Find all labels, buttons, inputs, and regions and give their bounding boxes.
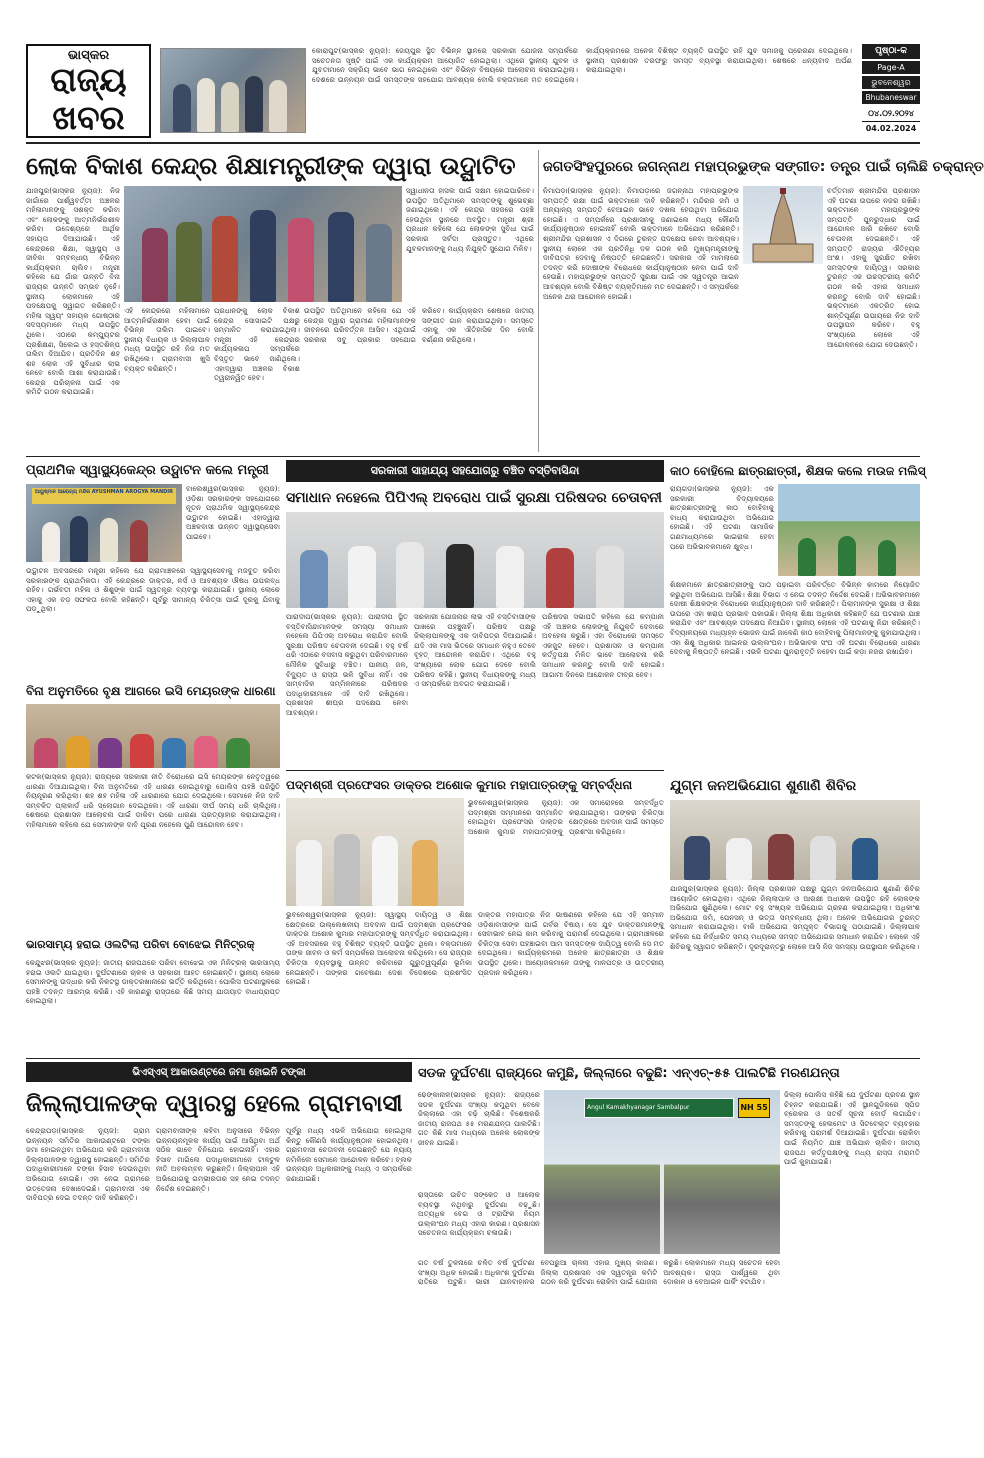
story10-col1: କେନ୍ଦ୍ରାପଡ଼ା(ଭାସ୍କର ନ୍ୟୁଜ): ଗ୍ରାମ ଉନ୍ନୟନ ସମିତିର ଆକାଉଣ୍ଟରେ ଟଙ୍କା ଜମା ହୋଇନଥିବା ଅଭିଯୋଗ କରି ଗ୍ରାମବାସୀ ଜିଲ୍ଲାପାଳଙ୍କ ଦ୍ୱାରସ୍ଥ ହୋଇଛନ୍ତି। ସମିତିର ପଦାଧିକାରୀମାନେ ଟଙ୍କା ହିସାବ ଦେଉନଥିବା ଅଭିଯୋଗ ହୋଇଛି। ଏହା ନେଇ ଗ୍ରାମରେ ଉତ୍ତେଜନା ଦେଖାଦେଇଛି। ଗ୍ରାମବାସୀ ଏକ ଦାବିପତ୍ର ଦେଇ ତଦନ୍ତ ଦାବି କରିଛନ୍ତି। xyxy=(26,1126,150,1203)
brand-name: ଭାସ୍କର xyxy=(67,48,110,63)
story6-col-full: କଟକ(ଭାସ୍କର ନ୍ୟୁଜ): ରାଜ୍ୟରେ ସରକାରୀ ନୀତି ବିରୋଧରେ ଇସି ମେୟରଙ୍କ ନେତୃତ୍ୱରେ ଧାରଣା ଦିଆଯାଇଥିଲା। ବିନା ଅନୁମତିରେ ଏହି ଧାରଣା ହୋଇଥିବାରୁ ପୋଲିସ ପହଞ୍ଚି ପରିସ୍ଥିତି ନିୟନ୍ତ୍ରଣ କରିଥିଲା। ଶହ ଶହ ମହିଳା ଏହି ଧାରଣାରେ ଯୋଗ ଦେଇଥିଲେ। ସେମାନେ ନିଜ ଦାବି ସମ୍ବଳିତ ପ୍ଲାକାର୍ଡ଼ ଧରି ସ୍ଲୋଗାନ ଦେଇଥିଲେ। ଏହି ଧାରଣା ଦୀର୍ଘ ସମୟ ଧରି ଚାଲିଥିଲା। ଶେଷରେ ପ୍ରଶାସନ ଆଲୋଚନା ପାଇଁ ଡାକିବା ପରେ ଧାରଣା ପ୍ରତ୍ୟାହାର କରାଯାଇଥିଲା। ମହିଳାମାନେ କହିଲେ ଯେ ସେମାନଙ୍କ ଦାବି ପୂରଣ ନହେଲେ ପୁଣି ଆନ୍ଦୋଳନ ହେବ। xyxy=(26,772,280,829)
story2-col1: ନିମାପଡ଼ା(ଭାସ୍କର ନ୍ୟୁଜ): ନିମାପଡ଼ାରେ ଜଗନ୍ନାଥ ମହାପ୍ରଭୁଙ୍କ ସମ୍ପତ୍ତି ରକ୍ଷା ପାଇଁ ଭକ୍ତମାନେ ଦାବି କରିଛନ୍ତି। ମନ୍ଦିରର ଜମି ଓ ଅନ୍ୟାନ୍ୟ ସମ୍ପତ୍ତି ବେଆଇନ ଭାବେ ଦଖଲ ହେଉଥିବା ଅଭିଯୋଗ ହୋଇଛି। ଏ ସମ୍ପର୍କରେ ପ୍ରଶାସନକୁ ଜଣାଇଲେ ମଧ୍ୟ କୌଣସି କାର୍ଯ୍ୟାନୁଷ୍ଠାନ ହୋଇନାହିଁ ବୋଲି ଭକ୍ତମାନେ ଅଭିଯୋଗ କରିଛନ୍ତି। ଶ୍ରୀମନ୍ଦିର ପ୍ରଶାସନ ଏ ଦିଗରେ ତୁରନ୍ତ ପଦକ୍ଷେପ ନେବା ଆବଶ୍ୟକ। ସ୍ଥାନୀୟ ଲୋକେ ଏକ ପ୍ରତିନିଧି ଦଳ ଗଠନ କରି ମୁଖ୍ୟମନ୍ତ୍ରୀଙ୍କୁ ଦାବିପତ୍ର ଦେବାକୁ ନିଷ୍ପତ୍ତି ନେଇଛନ୍ତି। ସରକାର ଏହି ମାମଲାରେ ତଦନ୍ତ କରି ଦୋଷୀଙ୍କ ବିରୋଧରେ କାର୍ଯ୍ୟାନୁଷ୍ଠାନ ନେବା ପାଇଁ ଦାବି ହେଉଛି। ମହାପ୍ରଭୁଙ୍କ ସମ୍ପତ୍ତି ସୁରକ୍ଷା ପାଇଁ ଏକ ସ୍ୱତନ୍ତ୍ର ଆଇନ ଆବଶ୍ୟକ ବୋଲି ବିଶିଷ୍ଟ ବ୍ୟକ୍ତିମାନେ ମତ ଦେଇଛନ୍ତି। ଏ ସମ୍ପର୍କରେ ଅନେକ ଥର ଆନ୍ଦୋଳନ ହୋଇଛି। xyxy=(543,186,739,301)
story1-photo xyxy=(124,186,402,302)
story4-headline: ସମାଧାନ ନହେଲେ ପିପିଏଲ୍ ଅବରୋଧ ପାଇଁ ସୁରକ୍ଷା ପରିଷଦର ଚେତାବନୀ xyxy=(286,490,662,506)
story4-col2: ସରକାରୀ ଯୋଜନାର ଲାଭ ଏହି ବସ୍ତିବାସୀଙ୍କ ପାଖରେ ପହଞ୍ଚୁନାହିଁ। ପରିଷଦ ପକ୍ଷରୁ ଜିଲ୍ଲାପାଳଙ୍କୁ ଏକ ଦାବିପତ୍ର ଦିଆଯାଇଛି। ଯଦି ଏକ ମାସ ଭିତରେ ସମାଧାନ ନହୁଏ ତେବେ ବୃହତ୍ ଆନ୍ଦୋଳନ କରାଯିବ। ଏଥିରେ ବହୁ ସଂଖ୍ୟାରେ ଲୋକ ଯୋଗ ଦେବେ ବୋଲି ପରିଷଦ କହିଛି। ସ୍ଥାନୀୟ ବିଧାୟକଙ୍କୁ ମଧ୍ୟ ଏ ସମ୍ପର୍କରେ ଅବଗତ କରାଯାଇଛି। xyxy=(414,612,536,689)
story3-headline: ପ୍ରାଥମିକ ସ୍ୱାସ୍ଥ୍ୟକେନ୍ଦ୍ର ଉଦ୍ଘାଟନ କଲେ ମନ୍ତ୍ରୀ xyxy=(26,463,269,478)
story8-col2: ଡାକ୍ତର ମହାପାତ୍ର ନିଜ ଭାଷଣରେ କହିଲେ ଯେ ଏହି ସମ୍ମାନ ଓଡ଼ିଶାବାସୀଙ୍କ ପାଇଁ ଗର୍ବର ବିଷୟ। ସେ ଯୁବ ଡାକ୍ତରମାନଙ୍କୁ ସେବାଭାବ ନେଇ କାମ କରିବାକୁ ପରାମର୍ଶ ଦେଇଥିଲେ। ଗ୍ରାମାଞ୍ଚଳରେ ଚିକିତ୍ସା ସେବା ପହଞ୍ଚାଇବା ଆମ ସମସ୍ତଙ୍କ ଦାୟିତ୍ୱ ବୋଲି ସେ ମତ ଦେଇଥିଲେ। କାର୍ଯ୍ୟକ୍ରମରେ ଅନେକ ଛାତ୍ରଛାତ୍ରୀ ଓ ଶିକ୍ଷକ ଉପସ୍ଥିତ ଥିଲେ। ଆୟୋଜକମାନେ ତାଙ୍କୁ ମାନପତ୍ର ଓ ଉତ୍ତରୀୟ ପ୍ରଦାନ କରିଥିଲେ। xyxy=(478,910,664,977)
date-english: 04.02.2024 xyxy=(862,121,920,135)
section-rule-3 xyxy=(26,1058,920,1059)
top-photo xyxy=(160,48,306,133)
road-divider xyxy=(660,1162,664,1254)
city-odia: ଭୁବନେଶ୍ୱର xyxy=(862,76,920,89)
route-shield: NH 55 xyxy=(738,1098,770,1118)
story7-col-full: କେନ୍ଦୁଝର(ଭାସ୍କର ନ୍ୟୁଜ): ଜାତୀୟ ରାଜପଥରେ ପରିବା ବୋଝେଇ ଏକ ମିନିଟ୍ରକ୍ ଭାରସାମ୍ୟ ହରାଇ ଓଲଟି ଯାଇଥିଲା। ଦୁର୍ଘଟଣାରେ ଚାଳକ ଓ ସହକାରୀ ଆହତ ହୋଇଛନ୍ତି। ସ୍ଥାନୀୟ ଲୋକେ ସେମାନଙ୍କୁ ଉଦ୍ଧାର କରି ନିକଟସ୍ଥ ଡାକ୍ତରଖାନାରେ ଭର୍ତ୍ତି କରିଥିଲେ। ପୋଲିସ ଘଟଣାସ୍ଥଳରେ ପହଞ୍ଚି ତଦନ୍ତ ଆରମ୍ଭ କରିଛି। ଏହି କାରଣରୁ ରାସ୍ତାରେ କିଛି ସମୟ ଯାତାୟାତ ବାଧାପ୍ରାପ୍ତ ହୋଇଥିଲା। xyxy=(26,958,280,1006)
story10-headline: ଜିଲ୍ଲାପାଳଙ୍କ ଦ୍ୱାରସ୍ଥ ହେଲେ ଗ୍ରାମବାସୀ xyxy=(26,1091,403,1117)
story3-photo xyxy=(26,484,182,562)
story3-col-right: ବାଲେଶ୍ୱର(ଭାସ୍କର ନ୍ୟୁଜ): ଓଡ଼ିଶା ସରକାରଙ୍କ ସହଯୋଗରେ ନୂତନ ପ୍ରାଥମିକ ସ୍ୱାସ୍ଥ୍ୟକେନ୍ଦ୍ର ଉଦ୍ଘାଟନ ହୋଇଛି। ଏହାଦ୍ୱାରା ଅଞ୍ଚଳବାସୀ ଉନ୍ନତ ସ୍ୱାସ୍ଥ୍ୟସେବା ପାଇବେ। xyxy=(186,484,280,541)
story11-col3: ଜିଲ୍ଲା ପୋଲିସ କହିଛି ଯେ ଦୁର୍ଘଟଣା ପ୍ରବଣ ସ୍ଥାନ ଚିହ୍ନଟ କରାଯାଇଛି। ଏହି ସ୍ଥାନଗୁଡ଼ିକରେ ସ୍ପିଡ ବ୍ରେକର ଓ ସତର୍କ ସୂଚନା ବୋର୍ଡ଼ ଲଗାଯିବ। ସମସ୍ତଙ୍କୁ ହେଲମେଟ ଓ ସିଟବେଲ୍ଟ ବ୍ୟବହାର କରିବାକୁ ପରାମର୍ଶ ଦିଆଯାଇଛି। ଦୁର୍ଘଟଣା ରୋକିବା ପାଇଁ ନିୟମିତ ଯାଞ୍ଚ ଅଭିଯାନ ଚାଲିବ। ଜାତୀୟ ରାଜପଥ କର୍ତ୍ତୃପକ୍ଷଙ୍କୁ ମଧ୍ୟ ରାସ୍ତା ମରାମତି ପାଇଁ କୁହାଯାଇଛି। xyxy=(784,1090,920,1167)
section-rule xyxy=(26,456,920,457)
temple-icon xyxy=(743,186,823,264)
story1-col5: ଉପସ୍ଥିତ ଅତିଥିମାନେ କହିଲେ ଯେ ଏହି କେନ୍ଦ୍ର ଦ୍ୱାରା ଗ୍ରାମୀଣ ମହିଳାମାନଙ୍କ ଜୀବନରେ ପରିବର୍ତ୍ତନ ଆସିବ। ଏଥିପାଇଁ ସରକାର ସବୁ ପ୍ରକାର ସହଯୋଗ କରିବେ। କାର୍ଯ୍ୟକ୍ରମ ଶେଷରେ ଜାତୀୟ ସଙ୍ଗୀତ ଗାନ କରାଯାଇଥିଲା। ସମସ୍ତେ ଏହାକୁ ଏକ ଐତିହାସିକ ଦିନ ବୋଲି ବର୍ଣ୍ଣନା କରିଥିଲେ। xyxy=(304,306,534,344)
story11-headline: ସଡକ ଦୁର୍ଘଟଣା ରାଜ୍ୟରେ କମୁଛି, ଜିଲ୍ଲାରେ ବଢୁଛି: ଏନ୍‌ଏଚ୍-୫୫ ପାଲଟିଛି ମରଣଯନ୍ତା xyxy=(418,1066,840,1081)
story11-col-bottom: ଗତ ବର୍ଷ ତୁଳନାରେ ଚଳିତ ବର୍ଷ ଦୁର୍ଘଟଣା ସଂଖ୍ୟା ଅଧିକ ହୋଇଛି। ଅଧିକାଂଶ ଦୁର୍ଘଟଣା ରାତିରେ ଘଟୁଛି। ଭାରୀ ଯାନବାହାନର ବେପରୁଆ ଚାଳନା ଏହାର ମୁଖ୍ୟ କାରଣ। ଜିଲ୍ଲା ପ୍ରଶାସନ ଏକ ସ୍ୱତନ୍ତ୍ର କମିଟି ଗଠନ କରି ଦୁର୍ଘଟଣା ରୋକିବା ପାଇଁ ଯୋଜନା କରୁଛି। ଲୋକମାନେ ମଧ୍ୟ ସଚେତନ ହେବା ଆବଶ୍ୟକ। ରାସ୍ତା ପାର୍ଶ୍ୱରେ ଥିବା ଦୋକାନ ଓ ବେଆଇନ ପାର୍କିଂ ହଟାଯିବ। xyxy=(418,1258,780,1287)
story11-photo xyxy=(544,1090,780,1254)
story7-headline: ଭାରସାମ୍ୟ ହରାଇ ଓଲଟିଲା ପରିବା ବୋଝେଇ ମିନିଟ୍ରକ୍ xyxy=(26,938,255,951)
story4-col3: ପରିଷଦର ସଭାପତି କହିଲେ ଯେ କମ୍ପାନୀ ଏହି ଅଞ୍ଚଳର ଲୋକଙ୍କୁ ନିଯୁକ୍ତି ଦେବାରେ ଅବହେଳା କରୁଛି। ଏହା ବିରୋଧରେ ସମସ୍ତେ ଏକଜୁଟ ହେବେ। ପ୍ରଶାସନ ଓ କମ୍ପାନୀ କର୍ତ୍ତୃପକ୍ଷ ମିଳିତ ଭାବେ ଆଲୋଚନା କରି ସମାଧାନ କରନ୍ତୁ ବୋଲି ଦାବି ହୋଇଛି। ଆଗାମୀ ଦିନରେ ଆନ୍ଦୋଳନ ତୀବ୍ର ହେବ। xyxy=(542,612,664,679)
story5-headline: କାଠ ବୋହିଲେ ଛାତ୍ରଛାତ୍ରୀ, ଶିକ୍ଷକ କଲେ ମଉଜ ମଲିସ୍ xyxy=(670,464,926,478)
top-strip-text: କୋରାପୁଟ(ଭାସ୍କର ନ୍ୟୁଜ): ଜେୟପୁର ସ୍ଥିତ ବିଭିନ୍ନ ସ୍ଥାନରେ ସରକାରୀ ଯୋଜନା ସମ୍ପର୍କରେ ସଚେତନତା ସୃଷ୍ଟି ପାଇଁ ଏକ କାର୍ଯ୍ୟକ୍ରମ ଆୟୋଜିତ ହୋଇଥିଲା। ଏଥିରେ ସ୍ଥାନୀୟ ଯୁବକ ଓ ଯୁବତୀମାନେ ସକ୍ରିୟ ଭାବେ ଭାଗ ନେଇଥିଲେ ଏବଂ ବିଭିନ୍ନ ବିଷୟରେ ଆଲୋଚନା କରାଯାଇଥିଲା। ଦେଶରେ ଉନ୍ନୟନ ପାଇଁ ସମସ୍ତଙ୍କ ସହଯୋଗ ଆବଶ୍ୟକ ବୋଲି ବକ୍ତାମାନେ ମତ ଦେଇଥିଲେ। କାର୍ଯ୍ୟକ୍ରମରେ ଅନେକ ବିଶିଷ୍ଟ ବ୍ୟକ୍ତି ଉପସ୍ଥିତ ରହି ଯୁବ ସମାଜକୁ ପ୍ରେରଣା ଦେଇଥିଲେ। ସ୍ଥାନୀୟ ପ୍ରଶାସନ ତରଫରୁ ସମସ୍ତ ବ୍ୟବସ୍ଥା କରାଯାଇଥିଲା। ଶେଷରେ ଧନ୍ୟବାଦ ଅର୍ପଣ କରାଯାଇଥିଲା। xyxy=(312,46,852,84)
story6-photo xyxy=(26,704,280,768)
story2-temple-photo xyxy=(743,186,823,264)
section-rule-2 xyxy=(286,770,664,771)
story5-col-full: ଶିକ୍ଷକମାନେ ଛାତ୍ରଛାତ୍ରୀଙ୍କୁ ପାଠ ପଢ଼ାଇବା ପରିବର୍ତ୍ତେ ବିଭିନ୍ନ କାମରେ ନିୟୋଜିତ କରୁଥିବା ଅଭିଯୋଗ ଆସିଛି। ଶିକ୍ଷା ବିଭାଗ ଏ ନେଇ ତଦନ୍ତ ନିର୍ଦ୍ଦେଶ ଦେଇଛି। ଅଭିଭାବକମାନେ ଦୋଷୀ ଶିକ୍ଷକଙ୍କ ବିରୋଧରେ କାର୍ଯ୍ୟାନୁଷ୍ଠାନ ଦାବି କରିଛନ୍ତି। ପିଲାମାନଙ୍କ ସୁରକ୍ଷା ଓ ଶିକ୍ଷା ଉପରେ ଏହା ଖରାପ ପ୍ରଭାବ ପକାଉଛି। ଜିଲ୍ଲା ଶିକ୍ଷା ଅଧିକାରୀ କହିଛନ୍ତି ଯେ ଘଟଣାର ଯାଞ୍ଚ କରାଯିବ ଏବଂ ଆବଶ୍ୟକ ପଦକ୍ଷେପ ନିଆଯିବ। ସ୍ଥାନୀୟ ଲୋକେ ଏହି ଘଟଣାକୁ ନିନ୍ଦା କରିଛନ୍ତି। ବିଦ୍ୟାଳୟରେ ମଧ୍ୟାହ୍ନ ଭୋଜନ ପାଇଁ ଜାଳେଣି କାଠ ବୋହିବାକୁ ପିଲାମାନଙ୍କୁ କୁହାଯାଉଥିଲା। ଏହା ଶିଶୁ ଅଧିକାର ଆଇନର ଉଲ୍ଲଂଘନ। ଅଭିଭାବକ ସଂଘ ଏହି ଘଟଣା ବିରୋଧରେ ଧାରଣା ଦେବାକୁ ନିଷ୍ପତ୍ତି ନେଇଛି। ଏଭଳି ଘଟଣା ପୁନରାବୃତ୍ତି ନହେବା ପାଇଁ କଡ଼ା ନଜର ରଖାଯିବ। xyxy=(670,580,920,657)
page-label-english: Page-A xyxy=(862,61,920,74)
page-label-odia: ପୃଷ୍ଠା-କ xyxy=(862,44,920,59)
story1-col4: ପ୍ରଧାନଙ୍କୁ ଲୋକ ବିକାଶ କେନ୍ଦ୍ର ସୋସାଇଟି ପକ୍ଷରୁ ସମ୍ମାନିତ କରାଯାଇଥିଲା। ମନ୍ତ୍ରୀ ଏହି କେନ୍ଦ୍ରର କାର୍ଯ୍ୟକଳାପ ସମ୍ପର୍କରେ ବିସ୍ତୃତ ଭାବେ ଜାଣିଥିଲେ। ଏହାଦ୍ୱାରା ଅଞ୍ଚଳର ବିକାଶ ତ୍ୱରାନ୍ୱିତ ହେବ। xyxy=(214,306,300,383)
story9-photo xyxy=(670,800,920,880)
story8-col1: ଭୁବନେଶ୍ୱର(ଭାସ୍କର ନ୍ୟୁଜ): ସ୍ୱାସ୍ଥ୍ୟ ଦାୟିତ୍ୱ ଓ ଶିକ୍ଷା କ୍ଷେତ୍ରରେ ଉଲ୍ଲେଖନୀୟ ଅବଦାନ ପାଇଁ ପଦ୍ମଶ୍ରୀ ପ୍ରଫେସର ଡାକ୍ତର ଅଶୋକ କୁମାର ମହାପାତ୍ରଙ୍କୁ ସମ୍ବର୍ଦ୍ଧିତ କରାଯାଇଥିଲା। ଏହି ଅବସରରେ ବହୁ ବିଶିଷ୍ଟ ବ୍ୟକ୍ତି ଉପସ୍ଥିତ ଥିଲେ। ବକ୍ତାମାନେ ତାଙ୍କ ଜୀବନ ଓ କର୍ମ ସମ୍ପର୍କରେ ଆଲୋଚନା କରିଥିଲେ। ସେ ରାଜ୍ୟର ଚିକିତ୍ସା ବ୍ୟବସ୍ଥାକୁ ଉନ୍ନତ କରିବାରେ ଗୁରୁତ୍ୱପୂର୍ଣ୍ଣ ଭୂମିକା ନେଇଛନ୍ତି। ତାଙ୍କର ଗବେଷଣା ଦେଶ ବିଦେଶରେ ପ୍ରଶଂସିତ ହୋଇଛି। xyxy=(286,910,472,987)
story10-col2: ଗ୍ରାମବାସୀଙ୍କ କହିବା ଅନୁସାରେ ବିଭିନ୍ନ ଉନ୍ନୟନମୂଳକ କାର୍ଯ୍ୟ ପାଇଁ ଆସିଥିବା ଅର୍ଥ ସଠିକ ଭାବେ ବିନିଯୋଗ ହୋଇନାହିଁ। ଏହାର ହିସାବ ମାଗିଲେ ପଦାଧିକାରୀମାନେ ଟାଳଟୁଳ ନୀତି ଅବଲମ୍ବନ କରୁଛନ୍ତି। ଜିଲ୍ଲାପାଳ ଏହି ଅଭିଯୋଗକୁ ଗମ୍ଭୀରତାର ସହ ନେଇ ତଦନ୍ତ ନିର୍ଦ୍ଦେଶ ଦେଇଛନ୍ତି। xyxy=(156,1126,280,1193)
story8-col-right: ଭୁବନେଶ୍ୱର(ଭାସ୍କର ନ୍ୟୁଜ): ପଦ୍ମଶ୍ରୀ ସମ୍ମାନରେ ସମ୍ମାନିତ ହୋଇଥିବା ପ୍ରଫେସର ଡାକ୍ତର ଅଶୋକ କୁମାର ମହାପାତ୍ରଙ୍କୁ ଏକ ସମାରୋହରେ ସମ୍ବର୍ଦ୍ଧିତ କରାଯାଇଥିଲା। ତାଙ୍କର ଚିକିତ୍ସା କ୍ଷେତ୍ରରେ ଅବଦାନ ପାଇଁ ସମସ୍ତେ ପ୍ରଶଂସା କରିଥିଲେ। xyxy=(468,798,664,836)
banner-2: ଭିଏସ୍‌ଏସ୍ ଆକାଉଣ୍ଟରେ ଜମା ହୋଇନି ଟଙ୍କା xyxy=(26,1062,412,1082)
story8-photo xyxy=(286,798,464,906)
story1-col2: ସ୍ୱାଧୀନତା ହାସଲ ପାଇଁ ସକ୍ଷମ ହୋଇପାରିବେ। ଉପସ୍ଥିତ ଅତିଥିମାନେ ସମସ୍ତଙ୍କୁ ଶୁଭେଚ୍ଛା ଜଣାଇଥିଲେ। ଏହି କେନ୍ଦ୍ର ସହଜରେ ପହଞ୍ଚି ହେଉଥିବା ସ୍ଥାନରେ ଅବସ୍ଥିତ। ମନ୍ତ୍ରୀ ଶ୍ରୀ ପ୍ରଧାନ କହିଲେ ଯେ ଲୋକଙ୍କ ସୁବିଧା ପାଇଁ ସରକାର ସର୍ବଦା ପ୍ରସ୍ତୁତ। ଏଥିରେ ଯୁବକମାନଙ୍କୁ ମଧ୍ୟ ନିଯୁକ୍ତି ସୁଯୋଗ ମିଳିବ। xyxy=(406,186,534,253)
highway-sign xyxy=(584,1098,734,1118)
story11-col2: ରାସ୍ତାରେ ଉଚିତ ସଙ୍କେତ ଓ ଆଲୋକ ବ୍ୟବସ୍ଥା ନଥିବାରୁ ଦୁର୍ଘଟଣା ବଢ଼ୁଛି। ଅତ୍ୟଧିକ ବେଗ ଓ ଟ୍ରାଫିକ ନିୟମ ଉଲ୍ଲଂଘନ ମଧ୍ୟ ଏହାର କାରଣ। ପ୍ରଶାସନ ସଚେତନତା କାର୍ଯ୍ୟକ୍ରମ ଚଳାଉଛି। xyxy=(418,1190,540,1238)
date-odia: ୦୪.୦୨.୨୦୨୪ xyxy=(868,109,914,118)
story6-headline: ବିନା ଅନୁମତିରେ ବୃକ୍ଷ ଆଗରେ ଇସି ମେୟରଙ୍କ ଧାରଣା xyxy=(26,684,276,698)
masthead-title-line2: ଖବର xyxy=(52,98,125,137)
story8-headline: ପଦ୍ମଶ୍ରୀ ପ୍ରଫେସର ଡାକ୍ତର ଅଶୋକ କୁମାର ମହାପାତ୍ରଙ୍କୁ ସମ୍ବର୍ଦ୍ଧନା xyxy=(286,778,633,792)
highway-sign-text: Angul Kamakhyanagar Sambalpur xyxy=(587,1104,690,1111)
column-divider xyxy=(538,150,539,452)
story3-col-full: ଉଦ୍ଘାଟନ ଅବସରରେ ମନ୍ତ୍ରୀ କହିଲେ ଯେ ଗ୍ରାମାଞ୍ଚଳରେ ସ୍ୱାସ୍ଥ୍ୟସେବାକୁ ମଜବୁତ କରିବା ସରକାରଙ୍କ ପ୍ରାଥମିକତା। ଏହି କେନ୍ଦ୍ରରେ ଡାକ୍ତର, ନର୍ସ ଓ ଆବଶ୍ୟକ ଔଷଧ ଉପଲବ୍ଧ ରହିବ। ଗର୍ଭବତୀ ମହିଳା ଓ ଶିଶୁଙ୍କ ପାଇଁ ସ୍ୱତନ୍ତ୍ର ବ୍ୟବସ୍ଥା କରାଯାଇଛି। ସ୍ଥାନୀୟ ଲୋକେ ଏହାକୁ ଏକ ବଡ଼ ସଫଳତା ବୋଲି କହିଛନ୍ତି। ପୂର୍ବରୁ ସାମାନ୍ୟ ଚିକିତ୍ସା ପାଇଁ ଦୂରକୁ ଯିବାକୁ ପଡ଼ୁଥିଲା। xyxy=(26,566,280,614)
story9-col-full: ଯାଜପୁର(ଭାସ୍କର ନ୍ୟୁଜ): ଜିଲ୍ଲା ପ୍ରଶାସନ ପକ୍ଷରୁ ଯୁଗ୍ମ ଜନଅଭିଯୋଗ ଶୁଣାଣି ଶିବିର ଆୟୋଜିତ ହୋଇଥିଲା। ଏଥିରେ ଜିଲ୍ଲାପାଳ ଓ ଆରକ୍ଷୀ ଅଧୀକ୍ଷକ ଉପସ୍ଥିତ ରହି ଲୋକଙ୍କ ଅଭିଯୋଗ ଶୁଣିଥିଲେ। ମୋଟ ବହୁ ସଂଖ୍ୟକ ଅଭିଯୋଗ ଗ୍ରହଣ କରାଯାଇଥିଲା। ଅଧିକାଂଶ ଅଭିଯୋଗ ଜମି, ପେନସନ୍ ଓ ଭତ୍ତା ସମ୍ବନ୍ଧୀୟ ଥିଲା। ଅନେକ ଅଭିଯୋଗର ତୁରନ୍ତ ସମାଧାନ କରାଯାଇଥିଲା। ବାକି ଅଭିଯୋଗ ସମ୍ପୃକ୍ତ ବିଭାଗକୁ ପଠାଯାଇଛି। ଜିଲ୍ଲାପାଳ କହିଲେ ଯେ ନିର୍ଦ୍ଧାରିତ ସମୟ ମଧ୍ୟରେ ସମସ୍ତ ଅଭିଯୋଗର ସମାଧାନ କରାଯିବ। ଲୋକେ ଏହି ଶିବିରକୁ ସ୍ୱାଗତ କରିଛନ୍ତି। ଦୂରଦୂରାନ୍ତରୁ ଲୋକେ ଆସି ନିଜ ସମସ୍ୟା ଉପସ୍ଥାପନ କରିଥିଲେ। xyxy=(670,884,920,951)
story2-col2: ବର୍ତ୍ତମାନ ଶ୍ରୀମନ୍ଦିର ପ୍ରଶାସନ ଏହି ଘଟଣା ଉପରେ ନଜର ରଖିଛି। ଭକ୍ତମାନେ ମହାପ୍ରଭୁଙ୍କ ସମ୍ପତ୍ତି ପୁନରୁଦ୍ଧାର ପାଇଁ ଆନ୍ଦୋଳନ ଜାରି ରଖିବେ ବୋଲି ଚେତାବନୀ ଦେଇଛନ୍ତି। ଏହି ସମ୍ପତ୍ତି ରାଜ୍ୟର ଐତିହ୍ୟର ଅଂଶ। ଏହାକୁ ସୁରକ୍ଷିତ ରଖିବା ସମସ୍ତଙ୍କ ଦାୟିତ୍ୱ। ସରକାର ତୁରନ୍ତ ଏକ ଉଚ୍ଚସ୍ତରୀୟ କମିଟି ଗଠନ କରି ଏହାର ସମାଧାନ କରନ୍ତୁ ବୋଲି ଦାବି ହୋଇଛି। ଭକ୍ତମାନେ ଏକତ୍ରିତ ହୋଇ ଶାନ୍ତିପୂର୍ଣ୍ଣ ଉପାୟରେ ନିଜ ଦାବି ଉପସ୍ଥାପନ କରିବେ। ବହୁ ସଂଖ୍ୟାରେ ଲୋକେ ଏହି ଆନ୍ଦୋଳନରେ ଯୋଗ ଦେଉଛନ୍ତି। xyxy=(827,186,920,349)
story1-col1: ଯାଜପୁର(ଭାସ୍କର ନ୍ୟୁଜ): ନିଜ ଜାଗାଁରେ ପାର୍ଶ୍ୱବର୍ତ୍ତୀ ଅଞ୍ଚଳର ମହିଳାମାନଙ୍କୁ ସଶକ୍ତ କରିବା ଏବଂ ଲୋକଙ୍କୁ ଆତ୍ମନିର୍ଭରଶୀଳ କରିବା ଉଦ୍ଦେଶ୍ୟରେ ଆର୍ଥିକ ସହାୟତା ଦିଆଯାଉଛି। ଏହି କେନ୍ଦ୍ରରେ ଶିକ୍ଷା, ସ୍ୱାସ୍ଥ୍ୟ ଓ ଜୀବିକା ସମ୍ବନ୍ଧୀୟ ବିଭିନ୍ନ କାର୍ଯ୍ୟକ୍ରମ ଚାଲିବ। ମନ୍ତ୍ରୀ କହିଲେ ଯେ ଗାଁର ଉନ୍ନତି ବିନା ରାଜ୍ୟର ଉନ୍ନତି ସମ୍ଭବ ନୁହେଁ। ସ୍ଥାନୀୟ ଲୋକମାନେ ଏହି ପଦକ୍ଷେପକୁ ସ୍ୱାଗତ କରିଛନ୍ତି। ମହିଳା ସ୍ୱୟଂ ସହାୟକ ଗୋଷ୍ଠୀର ସଦସ୍ୟମାନେ ମଧ୍ୟ ଉପସ୍ଥିତ ଥିଲେ। ଏଠାରେ କମ୍ପ୍ୟୁଟର ପ୍ରଶିକ୍ଷଣ, ସିଲେଇ ଓ ହସ୍ତଶିଳ୍ପ ତାଲିମ ଦିଆଯିବ। ପ୍ରତିଦିନ ଶହ ଶହ ଲୋକ ଏହି ସୁବିଧାର ଲାଭ ନେବେ ବୋଲି ଆଶା କରାଯାଉଛି। କେନ୍ଦ୍ର ପରିଚାଳନା ପାଇଁ ଏକ କମିଟି ଗଠନ କରାଯାଇଛି। xyxy=(26,186,120,397)
story1-headline: ଲୋକ ବିକାଶ କେନ୍ଦ୍ର ଶିକ୍ଷାମନ୍ତ୍ରୀଙ୍କ ଦ୍ୱାରା ଉଦ୍ଘାଟିତ xyxy=(26,152,516,180)
story4-photo xyxy=(286,512,664,608)
story10-col3: ପୂର୍ବରୁ ମଧ୍ୟ ଏଭଳି ଅଭିଯୋଗ ହୋଇଥିଲା କିନ୍ତୁ କୌଣସି କାର୍ଯ୍ୟାନୁଷ୍ଠାନ ହୋଇନଥିଲା। ଗ୍ରାମବାସୀ ଚେତାବନୀ ଦେଇଛନ୍ତି ଯେ ନ୍ୟାୟ ନମିଳିଲେ ସେମାନେ ଆନ୍ଦୋଳନ କରିବେ। ବ୍ଲକ ଉନ୍ନୟନ ଅଧିକାରୀଙ୍କୁ ମଧ୍ୟ ଏ ସମ୍ପର୍କରେ ଜଣାଯାଇଛି। xyxy=(286,1126,412,1183)
health-centre-sign: ଆୟୁଷ୍ମାନ ଆରୋଗ୍ୟ ମନ୍ଦିର AYUSHMAN AROGYA MANDIR xyxy=(32,488,176,504)
masthead-title-line1: ରାଜ୍ୟ xyxy=(50,60,127,99)
story2-headline: ଜଗତସିଂହପୁରରେ ଜଗନ୍ନାଥ ମହାପ୍ରଭୁଙ୍କ ସଙ୍ଗୀତ: ତନ୍ତ୍ର ପାଇଁ ଚାଲିଛି ଚକ୍ରାନ୍ତ xyxy=(543,159,984,175)
story5-photo xyxy=(778,484,920,576)
story4-col1: ପାରାଦୀପ(ଭାସ୍କର ନ୍ୟୁଜ): ପାରାଦୀପ ସ୍ଥିତ ବସ୍ତିବାସିନ୍ଦାମାନଙ୍କ ସମସ୍ୟା ସମାଧାନ ନହେଲେ ପିପିଏଲ୍ ଅବରୋଧ କରାଯିବ ବୋଲି ସୁରକ୍ଷା ପରିଷଦ ଚେତାବନୀ ଦେଇଛି। ବହୁ ବର୍ଷ ଧରି ଏଠାରେ ବସବାସ କରୁଥିବା ପରିବାରମାନେ ମୌଳିକ ସୁବିଧାରୁ ବଞ୍ଚିତ। ପାନୀୟ ଜଳ, ବିଦ୍ୟୁତ ଓ ରାସ୍ତା ଭଳି ସୁବିଧା ନାହିଁ। ଏକ ସାମ୍ବାଦିକ ସମ୍ମିଳନୀରେ ପରିଷଦର ପଦାଧିକାରୀମାନେ ଏହି ଦାବି ରଖିଥିଲେ। ପ୍ରଶାସନ ଶୀଘ୍ର ପଦକ୍ଷେପ ନେବା ଆବଶ୍ୟକ। xyxy=(286,612,408,717)
city-english: Bhubaneswar xyxy=(862,91,920,104)
masthead-rule xyxy=(26,142,920,144)
story11-col1: ଢେଙ୍କାନାଳ(ଭାସ୍କର ନ୍ୟୁଜ): ରାଜ୍ୟରେ ସଡକ ଦୁର୍ଘଟଣା ସଂଖ୍ୟା କମୁଥିବା ବେଳେ ଜିଲ୍ଲାରେ ଏହା ବଢ଼ି ଚାଲିଛି। ବିଶେଷକରି ଜାତୀୟ ରାଜପଥ ୫୫ ମରଣଯନ୍ତା ପାଲଟିଛି। ଗତ କିଛି ମାସ ମଧ୍ୟରେ ଅନେକ ଲୋକଙ୍କ ଜୀବନ ଯାଇଛି। xyxy=(418,1090,540,1147)
masthead-logo xyxy=(26,44,151,138)
story5-col-left: ରାୟଗଡ଼ା(ଭାସ୍କର ନ୍ୟୁଜ): ଏକ ସରକାରୀ ବିଦ୍ୟାଳୟରେ ଛାତ୍ରଛାତ୍ରୀଙ୍କୁ କାଠ ବୋହିବାକୁ ବାଧ୍ୟ କରାଯାଉଥିବା ଅଭିଯୋଗ ହୋଇଛି। ଏହି ଘଟଣା ସାମାଜିକ ଗଣମାଧ୍ୟମରେ ଭାଇରାଲ ହେବା ପରେ ଅଭିଭାବକମାନେ କ୍ଷୁବ୍ଧ। xyxy=(670,484,774,551)
banner-1: ସରକାରୀ ସାହାଯ୍ୟ ସହଯୋଗରୁ ବଞ୍ଚିତ ବସ୍ତିବାସିନ୍ଦା xyxy=(286,460,664,482)
story9-headline: ଯୁଗ୍ମ ଜନଅଭିଯୋଗ ଶୁଣାଣି ଶିବିର xyxy=(670,778,857,794)
story1-col3: ଏହି କେନ୍ଦ୍ରରେ ମହିଳାମାନେ ଆତ୍ମନିର୍ଭରଶୀଳ ହେବା ପାଇଁ ବିଭିନ୍ନ ତାଲିମ ପାଇବେ। ସ୍ଥାନୀୟ ବିଧାୟକ ଓ ଜିଲ୍ଲାପାଳ ମଧ୍ୟ ଉପସ୍ଥିତ ରହି ନିଜ ମତ ରଖିଥିଲେ। ଗ୍ରାମବାସୀ ଖୁସି ବ୍ୟକ୍ତ କରିଛନ୍ତି। xyxy=(124,306,210,373)
page-info-box xyxy=(862,44,920,136)
